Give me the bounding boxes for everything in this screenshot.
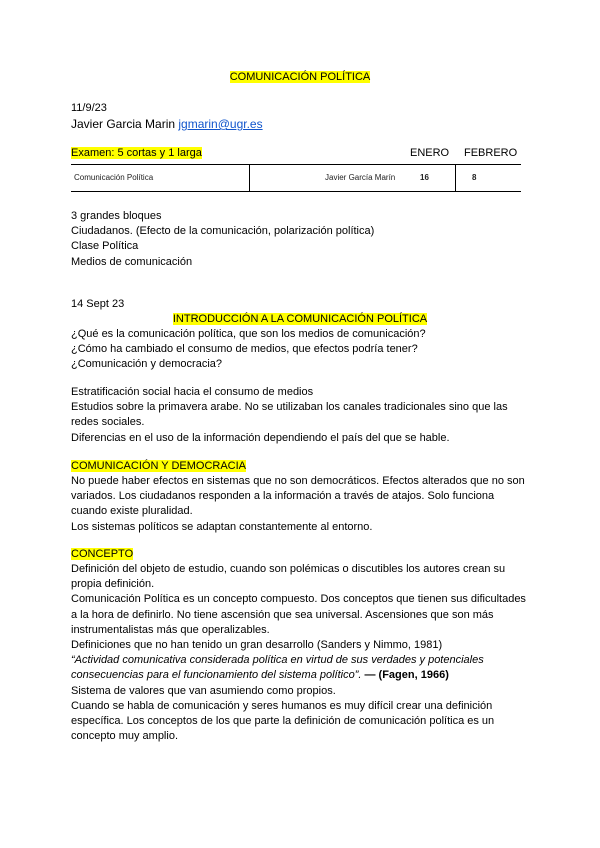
paragraph: No puede haber efectos en sistemas que no son democráticos. Efectos alterados que no son variados. Los ciudadanos responden a la información a través de atajos. Solo funciona cuando existe pluralidad. (71, 475, 525, 518)
quote-text: “Actividad comunicativa considerada política en virtud de sus verdades y potenciales consecuencias para el funcionamiento del sistema político”. (71, 654, 484, 682)
democracy-heading: COMUNICACIÓN Y DEMOCRACIA (71, 460, 247, 472)
month-enero: ENERO (410, 147, 450, 159)
paragraph: Estudios sobre la primavera arabe. No se utilizaban los canales tradicionales sino que las redes sociales. (71, 401, 508, 429)
concept-heading: CONCEPTO (71, 548, 134, 560)
list-item: Medios de comunicación (71, 255, 193, 268)
document-title: COMUNICACIÓN POLÍTICA (229, 71, 371, 83)
month-febrero: FEBRERO (464, 147, 518, 159)
concept-text (71, 562, 531, 744)
list-item: ¿Cómo ha cambiado el consumo de medios, que efectos podría tener? (71, 343, 418, 356)
list-item: Ciudadanos. (Efecto de la comunicación, polarización política) (71, 225, 375, 238)
table-divider (249, 165, 250, 191)
paragraph: Sistema de valores que van asumiendo como propios. (71, 684, 336, 697)
democracy-text (71, 474, 531, 535)
list-item: 3 grandes bloques (71, 210, 162, 222)
exam-table-feb: 8 (472, 173, 477, 182)
exam-row (71, 146, 521, 161)
paragraph: Estratificación social hacia el consumo de medios (71, 386, 314, 398)
quote (71, 653, 531, 683)
questions (71, 327, 531, 373)
list-item: Clase Política (71, 240, 139, 253)
quote-source: — (Fagen, 1966) (361, 669, 449, 682)
date-2: 14 Sept 23 (71, 298, 125, 310)
paragraph: Los sistemas políticos se adaptan constantemente al entorno. (71, 520, 373, 533)
paragraph: Definición del objeto de estudio, cuando son polémicas o discutibles los autores crean su propia definición. (71, 563, 506, 591)
exam-table-teacher: Javier García Marín (325, 173, 396, 182)
author-email-link[interactable]: jgmarin@ugr.es (178, 117, 263, 131)
paragraph: Definiciones que no han tenido un gran desarrollo (Sanders y Nimmo, 1981) (71, 639, 443, 652)
list-item: ¿Comunicación y democracia? (71, 358, 223, 371)
paragraph: Cuando se habla de comunicación y seres humanos es muy difícil crear una definición específica. Los conceptos de los que parte la definición de comunicación política es un concepto muy amplio. (71, 699, 495, 743)
paragraph: Comunicación Política es un concepto compuesto. Dos conceptos que tienen sus dificultades a la hora de definirlo. No tiene ascensión que sea universal. Ascensiones que son más instrumentalistas más que operalizables. (71, 593, 526, 636)
list-item: ¿Qué es la comunicación política, que son los medios de comunicación? (71, 328, 426, 340)
date-1: 11/9/23 (71, 102, 107, 114)
exam-table (71, 164, 521, 192)
author-name: Javier Garcia Marin (71, 117, 179, 131)
blocks-list (71, 209, 531, 270)
exam-table-subject: Comunicación Política (74, 173, 154, 182)
table-divider (455, 165, 456, 191)
intro-heading: INTRODUCCIÓN A LA COMUNICACIÓN POLÍTICA (172, 313, 428, 325)
exam-label: Examen: 5 cortas y 1 larga (71, 147, 202, 159)
exam-table-jan: 16 (420, 173, 429, 182)
author-line (71, 116, 531, 132)
paragraph: Diferencias en el uso de la información dependiendo el país del que se hable. (71, 431, 450, 444)
stratification-paragraph (71, 385, 531, 446)
